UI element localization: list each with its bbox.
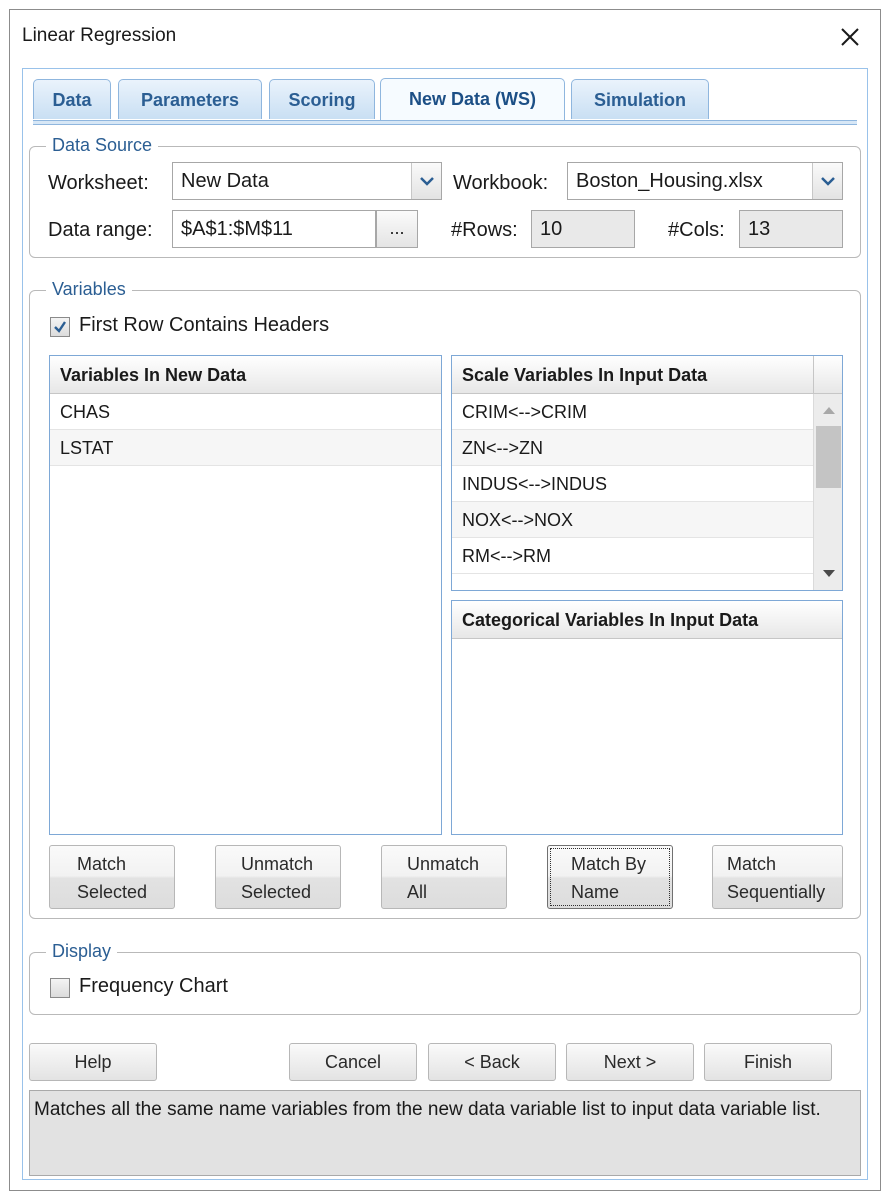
workbook-label: Workbook:: [453, 172, 549, 194]
data-source-legend: Data Source: [46, 135, 158, 156]
match-sequentially-button[interactable]: [712, 845, 843, 909]
chevron-down-icon: [420, 177, 434, 186]
tab-parameters[interactable]: Parameters: [118, 79, 262, 119]
match-by-name-button[interactable]: [547, 845, 673, 909]
status-description: Matches all the same name variables from the new data variable list to input data variable list.: [29, 1090, 861, 1176]
data-source-group: [29, 135, 861, 258]
unmatch-selected-label-2: Selected: [241, 882, 312, 902]
display-group: [29, 941, 861, 1015]
checkmark-icon: [53, 320, 67, 334]
categorical-variables-list[interactable]: [451, 600, 843, 835]
first-row-headers-checkbox[interactable]: [50, 317, 70, 337]
tab-new-data-ws[interactable]: New Data (WS): [380, 78, 565, 121]
help-button[interactable]: Help: [29, 1043, 157, 1081]
dialog-window: [9, 9, 881, 1191]
cancel-button[interactable]: Cancel: [289, 1043, 417, 1081]
unmatch-selected-button[interactable]: [215, 845, 341, 909]
next-button[interactable]: Next >: [566, 1043, 694, 1081]
new-data-variables-header: Variables In New Data: [50, 356, 441, 394]
workbook-dropdown-button[interactable]: [812, 163, 842, 199]
chevron-down-icon: [821, 177, 835, 186]
match-selected-label-2: Selected: [77, 882, 148, 902]
tab-scoring[interactable]: Scoring: [269, 79, 375, 119]
match-selected-button[interactable]: [49, 845, 175, 909]
list-item[interactable]: LSTAT: [50, 430, 441, 466]
match-by-name-label-1: Match By: [571, 854, 647, 874]
data-range-browse-button[interactable]: ...: [376, 210, 418, 248]
list-item[interactable]: ZN<-->ZN: [452, 430, 813, 466]
unmatch-selected-label-1: Unmatch: [241, 854, 314, 874]
match-selected-label-1: Match: [77, 854, 127, 874]
list-item[interactable]: CHAS: [50, 394, 441, 430]
dialog-client: [22, 68, 868, 1180]
new-data-variables-list[interactable]: [49, 355, 442, 835]
worksheet-select[interactable]: [172, 162, 442, 200]
window-title: Linear Regression: [22, 25, 177, 46]
list-item[interactable]: CRIM<-->CRIM: [452, 394, 813, 430]
list-item[interactable]: RM<-->RM: [452, 538, 813, 574]
frequency-chart-label: Frequency Chart: [79, 975, 228, 997]
tab-data[interactable]: Data: [33, 79, 111, 119]
tab-strip-line: [33, 120, 857, 125]
list-item[interactable]: NOX<-->NOX: [452, 502, 813, 538]
data-range-input[interactable]: $A$1:$M$11: [172, 210, 376, 248]
categorical-variables-header: Categorical Variables In Input Data: [452, 601, 842, 639]
close-icon[interactable]: [836, 23, 864, 51]
workbook-value: Boston_Housing.xlsx: [576, 170, 763, 192]
cols-label: #Cols:: [668, 219, 725, 241]
worksheet-dropdown-button[interactable]: [411, 163, 441, 199]
data-range-label: Data range:: [48, 219, 153, 241]
match-sequentially-label-1: Match: [727, 854, 777, 874]
rows-label: #Rows:: [451, 219, 518, 241]
cols-value: 13: [739, 210, 843, 248]
variables-group: [29, 279, 861, 919]
variables-legend: Variables: [46, 279, 132, 300]
scale-variables-header: Scale Variables In Input Data: [452, 356, 813, 394]
finish-button[interactable]: Finish: [704, 1043, 832, 1081]
frequency-chart-checkbox[interactable]: [50, 978, 70, 998]
scroll-up-arrow-icon[interactable]: [823, 406, 835, 414]
scale-list-scrollbar[interactable]: [813, 394, 842, 590]
scale-header-corner: [813, 356, 842, 394]
scroll-down-arrow-icon[interactable]: [823, 570, 835, 578]
worksheet-value: New Data: [181, 170, 269, 192]
scrollbar-thumb[interactable]: [816, 426, 841, 488]
worksheet-label: Worksheet:: [48, 172, 149, 194]
unmatch-all-label-2: All: [407, 882, 428, 902]
first-row-headers-label: First Row Contains Headers: [79, 314, 330, 336]
rows-value: 10: [531, 210, 635, 248]
title-bar: [10, 10, 880, 62]
match-sequentially-label-2: Sequentially: [727, 882, 826, 902]
tab-simulation[interactable]: Simulation: [571, 79, 709, 119]
back-button[interactable]: < Back: [428, 1043, 556, 1081]
unmatch-all-button[interactable]: [381, 845, 507, 909]
workbook-select[interactable]: [567, 162, 843, 200]
unmatch-all-label-1: Unmatch: [407, 854, 480, 874]
scale-variables-list[interactable]: [451, 355, 843, 591]
display-legend: Display: [46, 941, 117, 962]
list-item[interactable]: INDUS<-->INDUS: [452, 466, 813, 502]
match-by-name-label-2: Name: [571, 882, 620, 902]
